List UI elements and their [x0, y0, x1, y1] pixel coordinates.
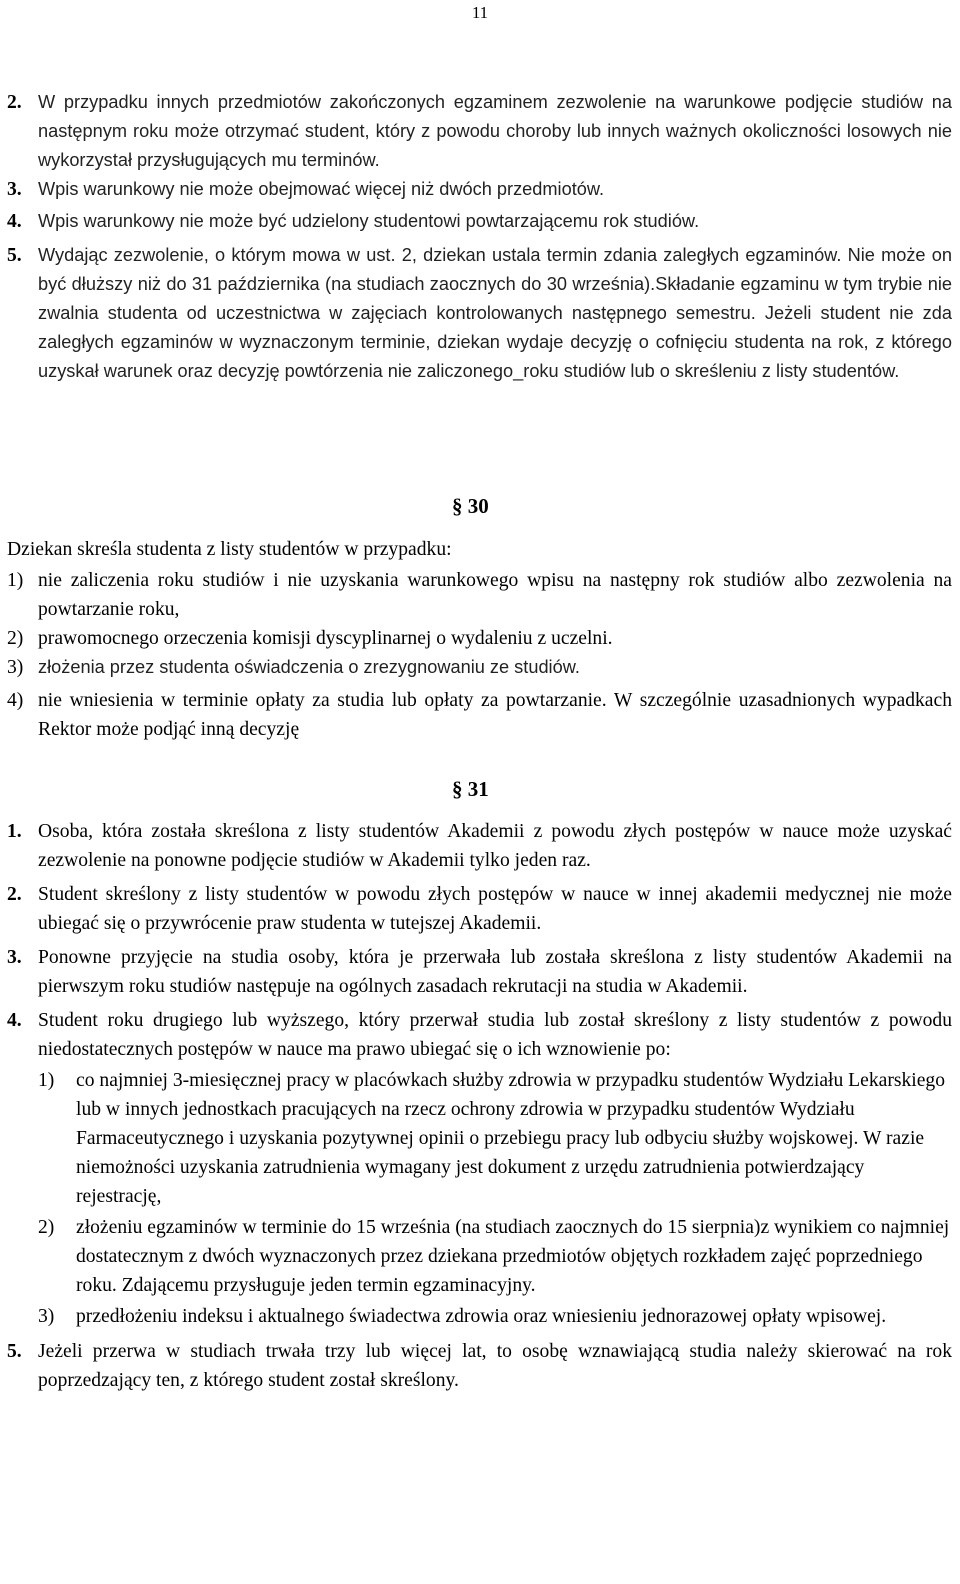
top-list [7, 88, 952, 386]
list-item [7, 566, 952, 624]
item-number: 3. [7, 179, 22, 200]
section-heading-31: § 31 [452, 777, 489, 801]
item-number: 1. [7, 821, 22, 842]
section-intro: Dziekan skreśla studenta z listy studentów w przypadku: [7, 539, 452, 560]
list-item [7, 686, 952, 744]
list-item [7, 943, 952, 1001]
list-item [7, 88, 952, 175]
item-text: W przypadku innych przedmiotów zakończonych egzaminem zezwolenie na warunkowe podjęcie studiów na następnym roku może otrzymać student, który z powodu choroby lub innych ważnych okoliczności losowych nie wykorzystał przysługujących mu terminów. [38, 92, 952, 170]
item-text: nie wniesienia w terminie opłaty za studia lub opłaty za powtarzanie. W szczególnie uzasadnionych wypadkach Rektor może podjąć inną decyzję [38, 690, 952, 740]
section31-list [7, 817, 952, 1395]
item-text: Wydając zezwolenie, o którym mowa w ust. 2, dziekan ustala termin zdania zaległych egzaminów. Nie może on być dłuższy niż do 31 października (na studiach zaocznych do 30 września).Składanie egzaminu w tym trybie nie zwalnia studenta od uczestnictwa w zajęciach kontrolowanych następnego semestru. Jeżeli student nie zda zaległych egzaminów w wyznaczonym terminie, dziekan wydaje decyzję o cofnięciu studenta na rok, z którego uzyskał warunek oraz decyzję powtórzenia nie zaliczonego_roku studiów lub o skreśleniu z listy studentów. [38, 245, 952, 381]
sub-item-text: przedłożeniu indeksu i aktualnego świadectwa zdrowia oraz wniesieniu jednorazowej opłaty wpisowej. [76, 1306, 887, 1327]
list-item [7, 880, 952, 938]
item-text: prawomocnego orzeczenia komisji dyscyplinarnej o wydaleniu z uczelni. [38, 628, 613, 649]
list-item [7, 207, 952, 236]
list-item [7, 1337, 952, 1395]
list-item [7, 653, 952, 682]
item-text: nie zaliczenia roku studiów i nie uzyskania warunkowego wpisu na następny rok studiów albo zezwolenia na powtarzanie roku, [38, 570, 952, 620]
item-number: 2. [7, 884, 22, 905]
item-text: Student skreślony z listy studentów w powodu złych postępów w nauce w innej akademii medycznej nie może ubiegać się o przywrócenie praw studenta w tutejszej Akademii. [38, 884, 952, 934]
sub-list-item [7, 1302, 952, 1331]
sub-list-item [7, 1066, 952, 1211]
sub-list-item [7, 1213, 952, 1300]
list-item [7, 241, 952, 386]
item-number: 2. [7, 92, 22, 113]
list-item [7, 624, 952, 653]
list-item [7, 175, 952, 204]
item-number: 4. [7, 211, 22, 232]
item-number: 5. [7, 245, 22, 266]
item-number: 5. [7, 1341, 22, 1362]
item-number: 2) [7, 628, 24, 649]
list-item [7, 1006, 952, 1064]
item-text: Jeżeli przerwa w studiach trwała trzy lub więcej lat, to osobę wznawiającą studia należy skierować na rok poprzedzający ten, z którego student został skreślony. [38, 1341, 952, 1391]
item-text: Ponowne przyjęcie na studia osoby, która je przerwała lub została skreślona z listy studentów Akademii na pierwszym roku studiów następuje na ogólnych zasadach rekrutacji na studia w Akademii. [38, 947, 952, 997]
section30-list [7, 566, 952, 744]
item-text: Wpis warunkowy nie może być udzielony studentowi powtarzającemu rok studiów. [38, 211, 700, 231]
item-number: 3) [7, 657, 24, 678]
page-number: 11 [471, 3, 489, 22]
item-text: Wpis warunkowy nie może obejmować więcej niż dwóch przedmiotów. [38, 179, 605, 199]
sub-item-number: 1) [38, 1070, 55, 1091]
list-item [7, 817, 952, 875]
sub-item-number: 2) [38, 1217, 55, 1238]
sub-item-text: co najmniej 3-miesięcznej pracy w placówkach służby zdrowia w przypadku studentów Wydziału Lekarskiego lub w innych jednostkach pracujących na rzecz ochrony zdrowia w przypadku studentów Wydziału Farmaceutycznego i uzyskania pozytywnej opinii o przebiegu pracy lub odbyciu służby wojskowej. W razie niemożności uzyskania zatrudnienia wymagany jest dokument z urzędu zatrudnienia potwierdzający rejestrację, [76, 1070, 945, 1207]
item-number: 1) [7, 570, 24, 591]
sub-item-text: złożeniu egzaminów w terminie do 15 września (na studiach zaocznych do 15 sierpnia)z wynikiem co najmniej dostatecznym z dwóch wyznaczonych przez dziekana przedmiotów objętych rozkładem zajęć poprzedniego roku. Zdającemu przysługuje jeden termin egzaminacyjny. [76, 1217, 950, 1296]
section-heading-30: § 30 [452, 494, 489, 518]
item-text: złożenia przez studenta oświadczenia o zrezygnowaniu ze studiów. [38, 657, 580, 677]
item-number: 4) [7, 690, 24, 711]
item-number: 4. [7, 1010, 22, 1031]
sub-item-number: 3) [38, 1306, 55, 1327]
item-number: 3. [7, 947, 22, 968]
item-text: Student roku drugiego lub wyższego, który przerwał studia lub został skreślony z listy studentów z powodu niedostatecznych postępów w nauce ma prawo ubiegać się o ich wznowienie po: [38, 1010, 952, 1060]
item-text: Osoba, która została skreślona z listy studentów Akademii z powodu złych postępów w nauce może uzyskać zezwolenie na ponowne podjęcie studiów w Akademii tylko jeden raz. [38, 821, 952, 871]
